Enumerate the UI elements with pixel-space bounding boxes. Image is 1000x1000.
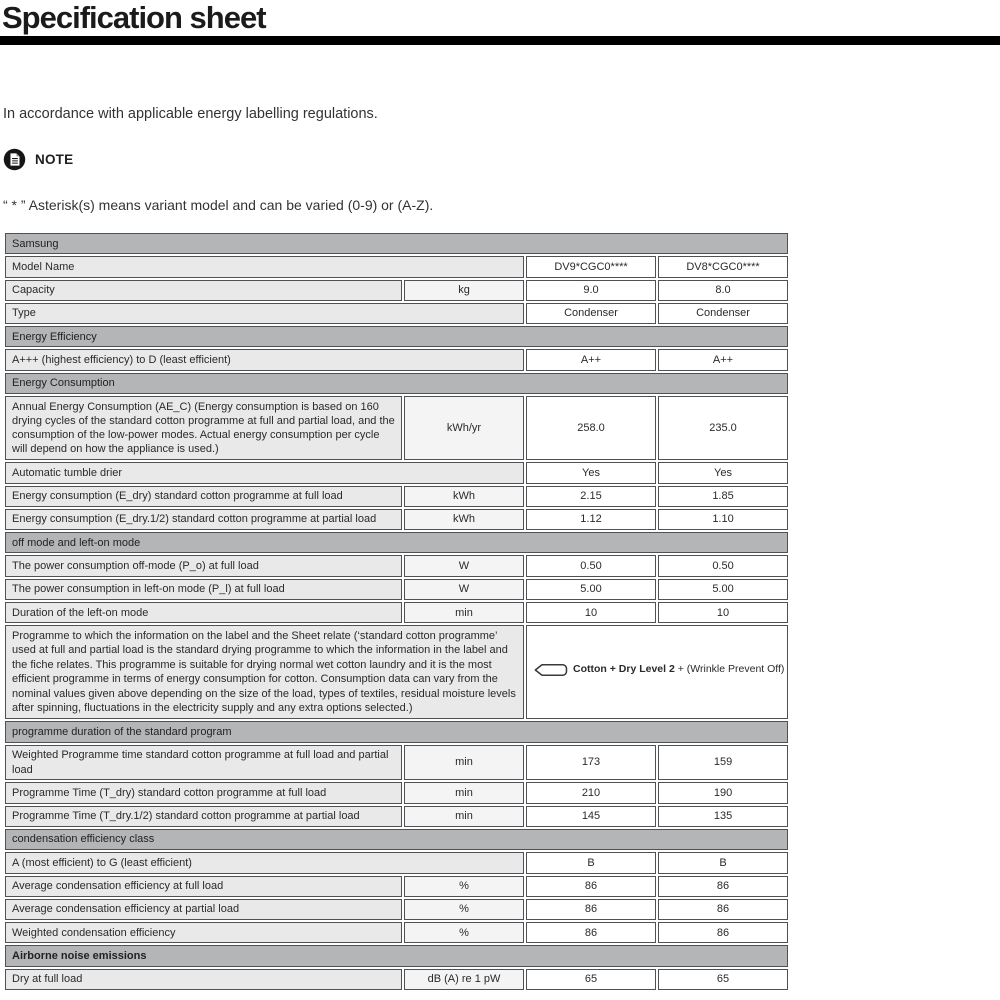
note-icon <box>3 148 26 171</box>
spec-value-model2: 159 <box>658 745 788 781</box>
programme-row <box>5 625 788 719</box>
title-rule <box>0 36 1000 45</box>
spec-item-label: A (most efficient) to G (least efficient) <box>5 852 524 873</box>
programme-option: + (Wrinkle Prevent Off) <box>674 663 785 676</box>
spec-row <box>5 462 788 483</box>
section-header-label: Energy Consumption <box>5 373 788 394</box>
spec-row <box>5 579 788 600</box>
section-header-row <box>5 829 788 850</box>
spec-row <box>5 486 788 507</box>
spec-value-model1: 0.50 <box>526 555 656 576</box>
spec-item-label: Energy consumption (E_dry.1/2) standard cotton programme at partial load <box>5 509 402 530</box>
section-header-label: condensation efficiency class <box>5 829 788 850</box>
spec-value-model2: Condenser <box>658 303 788 324</box>
spec-value-model1: 10 <box>526 602 656 623</box>
cotton-programme-icon <box>533 662 569 678</box>
spec-row <box>5 602 788 623</box>
spec-unit-cell: min <box>404 602 524 623</box>
spec-value-model2: 5.00 <box>658 579 788 600</box>
spec-item-label: Average condensation efficiency at full load <box>5 876 402 897</box>
spec-value-model2: Yes <box>658 462 788 483</box>
spec-value-model2: 86 <box>658 899 788 920</box>
spec-item-label: Model Name <box>5 256 524 277</box>
spec-row <box>5 256 788 277</box>
spec-unit-cell: W <box>404 555 524 576</box>
spec-item-label: Type <box>5 303 524 324</box>
programme-value-cell <box>526 625 788 719</box>
spec-value-model1: 258.0 <box>526 396 656 460</box>
spec-row <box>5 806 788 827</box>
spec-unit-cell: W <box>404 579 524 600</box>
section-header-label: Airborne noise emissions <box>5 945 788 966</box>
spec-value-model1: 86 <box>526 876 656 897</box>
spec-item-label: Programme Time (T_dry) standard cotton programme at full load <box>5 782 402 803</box>
spec-unit-cell: dB (A) re 1 pW <box>404 969 524 990</box>
note-row <box>3 148 73 171</box>
programme-value <box>533 662 784 678</box>
spec-value-model2: DV8*CGC0**** <box>658 256 788 277</box>
spec-item-label: The power consumption off-mode (P_o) at full load <box>5 555 402 576</box>
spec-value-model2: 10 <box>658 602 788 623</box>
spec-value-model2: 86 <box>658 922 788 943</box>
spec-value-model2: 1.10 <box>658 509 788 530</box>
spec-item-label: Dry at full load <box>5 969 402 990</box>
section-header-row <box>5 945 788 966</box>
spec-item-label: Weighted Programme time standard cotton programme at full load and partial load <box>5 745 402 781</box>
spec-row <box>5 969 788 990</box>
programme-name: Cotton + Dry Level 2 <box>573 663 675 676</box>
spec-item-label: Duration of the left-on mode <box>5 602 402 623</box>
spec-value-model1: A++ <box>526 349 656 370</box>
spec-unit-cell: min <box>404 806 524 827</box>
spec-unit-cell: kWh/yr <box>404 396 524 460</box>
spec-value-model2: 135 <box>658 806 788 827</box>
spec-value-model1: 65 <box>526 969 656 990</box>
spec-value-model1: DV9*CGC0**** <box>526 256 656 277</box>
spec-value-model2: A++ <box>658 349 788 370</box>
spec-row <box>5 280 788 301</box>
spec-value-model2: 65 <box>658 969 788 990</box>
section-header-label: Samsung <box>5 233 788 254</box>
section-header-row <box>5 532 788 553</box>
spec-value-model2: 8.0 <box>658 280 788 301</box>
spec-row <box>5 899 788 920</box>
spec-unit-cell: min <box>404 782 524 803</box>
spec-value-model1: B <box>526 852 656 873</box>
spec-row <box>5 745 788 781</box>
spec-value-model1: 86 <box>526 899 656 920</box>
spec-unit-cell: kWh <box>404 486 524 507</box>
spec-item-label: Average condensation efficiency at partial load <box>5 899 402 920</box>
spec-value-model1: 2.15 <box>526 486 656 507</box>
intro-text: In accordance with applicable energy labelling regulations. <box>3 106 378 122</box>
spec-value-model2: 235.0 <box>658 396 788 460</box>
section-header-row <box>5 233 788 254</box>
spec-unit-cell: kg <box>404 280 524 301</box>
spec-row <box>5 303 788 324</box>
spec-row <box>5 922 788 943</box>
spec-item-label: Energy consumption (E_dry) standard cotton programme at full load <box>5 486 402 507</box>
spec-item-label: The power consumption in left-on mode (P_l) at full load <box>5 579 402 600</box>
spec-value-model1: 5.00 <box>526 579 656 600</box>
spec-table-body <box>5 233 788 990</box>
spec-row <box>5 782 788 803</box>
spec-item-label: Annual Energy Consumption (AE_C) (Energy consumption is based on 160 drying cycles of the standard cotton programme at full and partial load, and the consumption of the low-power modes. Actual energy consumption per cycle will depend on how the appliance is used.) <box>5 396 402 460</box>
spec-item-label: A+++ (highest efficiency) to D (least efficient) <box>5 349 524 370</box>
spec-row <box>5 349 788 370</box>
section-header-label: off mode and left-on mode <box>5 532 788 553</box>
spec-item-label: Programme Time (T_dry.1/2) standard cotton programme at partial load <box>5 806 402 827</box>
note-label: NOTE <box>35 152 74 167</box>
spec-value-model2: 190 <box>658 782 788 803</box>
section-header-row <box>5 373 788 394</box>
spec-value-model2: 86 <box>658 876 788 897</box>
spec-value-model1: 145 <box>526 806 656 827</box>
spec-value-model1: 173 <box>526 745 656 781</box>
spec-row <box>5 852 788 873</box>
spec-unit-cell: % <box>404 922 524 943</box>
section-header-label: Energy Efficiency <box>5 326 788 347</box>
spec-row <box>5 509 788 530</box>
spec-value-model1: 210 <box>526 782 656 803</box>
spec-table <box>3 231 790 992</box>
spec-row <box>5 555 788 576</box>
programme-description-cell: Programme to which the information on the label and the Sheet relate (‘standard cotton programme’ used at full and partial load is the standard drying programme to which the information in the label and the fiche relates. This programme is suitable for drying normal wet cotton laundry and it is the most efficient programme in terms of energy consumption for cotton. Consumption data can vary from the nominal values given above depending on the size of the load, types of textiles, residual moisture levels after spinning, fluctuations in the electricity supply and any extra options selected.) <box>5 625 524 719</box>
spec-row <box>5 396 788 460</box>
spec-unit-cell: kWh <box>404 509 524 530</box>
asterisk-note: “ * ” Asterisk(s) means variant model and can be varied (0-9) or (A-Z). <box>3 197 434 213</box>
spec-item-label: Weighted condensation efficiency <box>5 922 402 943</box>
spec-value-model2: B <box>658 852 788 873</box>
spec-item-label: Capacity <box>5 280 402 301</box>
spec-value-model1: 9.0 <box>526 280 656 301</box>
spec-value-model1: 86 <box>526 922 656 943</box>
spec-value-model1: Condenser <box>526 303 656 324</box>
page-title: Specification sheet <box>2 0 266 35</box>
spec-unit-cell: min <box>404 745 524 781</box>
spec-unit-cell: % <box>404 899 524 920</box>
spec-value-model2: 1.85 <box>658 486 788 507</box>
spec-value-model1: Yes <box>526 462 656 483</box>
spec-unit-cell: % <box>404 876 524 897</box>
spec-value-model2: 0.50 <box>658 555 788 576</box>
section-header-row <box>5 326 788 347</box>
spec-row <box>5 876 788 897</box>
section-header-label: programme duration of the standard program <box>5 721 788 742</box>
spec-value-model1: 1.12 <box>526 509 656 530</box>
spec-item-label: Automatic tumble drier <box>5 462 524 483</box>
section-header-row <box>5 721 788 742</box>
